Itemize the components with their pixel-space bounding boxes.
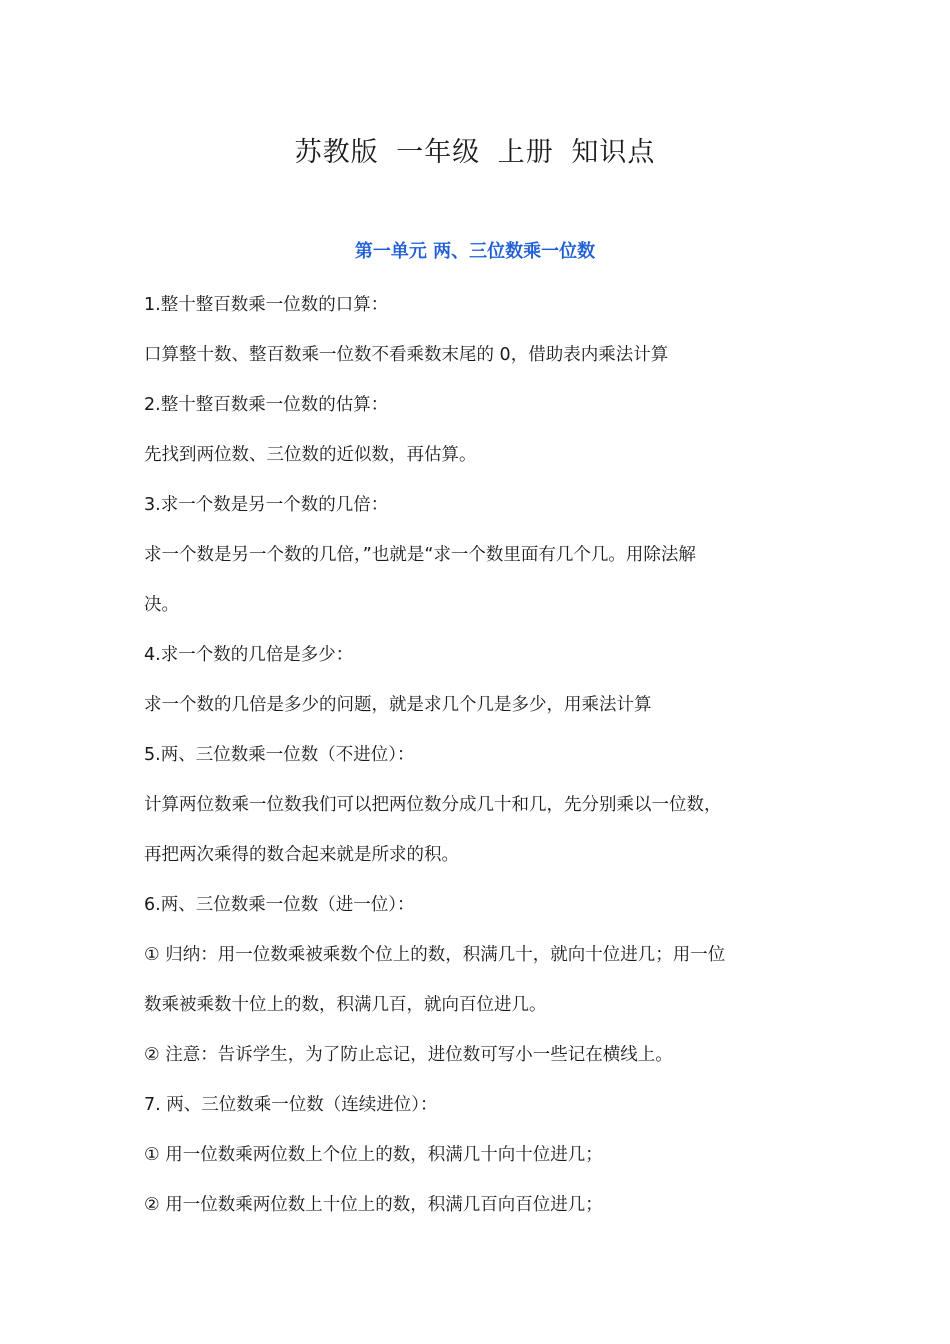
section-heading: 6.两、三位数乘一位数（进一位）： <box>144 895 415 915</box>
paragraph-line: 再把两次乘得的数合起来就是所求的积。 <box>144 845 459 865</box>
paragraph-line: ② 注意：告诉学生，为了防止忘记，进位数可写小一些记在横线上。 <box>144 1045 673 1065</box>
paragraph-line: ① 用一位数乘两位数上个位上的数，积满几十向十位进几； <box>144 1145 603 1165</box>
paragraph-line: 口算整十数、整百数乘一位数不看乘数末尾的 0，借助表内乘法计算 <box>144 345 669 365</box>
paragraph-line: ① 归纳：用一位数乘被乘数个位上的数，积满几十，就向十位进几；用一位 <box>144 945 726 965</box>
document-body <box>144 280 814 1230</box>
paragraph-line: 求一个数的几倍是多少的问题，就是求几个几是多少，用乘法计算 <box>144 695 652 715</box>
paragraph-line: 求一个数是另一个数的几倍，”也就是“求一个数里面有几个几。用除法解 <box>144 545 696 565</box>
unit-heading: 第一单元 两、三位数乘一位数 <box>354 241 596 262</box>
paragraph-line: 数乘被乘数十位上的数，积满几百，就向百位进几。 <box>144 995 547 1015</box>
section-heading: 2.整十整百数乘一位数的估算： <box>144 395 389 415</box>
section-heading: 3.求一个数是另一个数的几倍： <box>144 495 389 515</box>
paragraph-line: 决。 <box>144 595 179 615</box>
document-title: 苏教版 一年级 上册 知识点 <box>294 137 656 168</box>
paragraph-line: 计算两位数乘一位数我们可以把两位数分成几十和几，先分别乘以一位数， <box>144 795 722 815</box>
paragraph-line: 先找到两位数、三位数的近似数，再估算。 <box>144 445 477 465</box>
section-heading: 4.求一个数的几倍是多少： <box>144 645 354 665</box>
section-heading: 5.两、三位数乘一位数（不进位）： <box>144 745 415 765</box>
section-heading: 7. 两、三位数乘一位数（连续进位）： <box>144 1095 438 1115</box>
paragraph-line: ② 用一位数乘两位数上十位上的数，积满几百向百位进几； <box>144 1195 603 1215</box>
section-heading: 1.整十整百数乘一位数的口算： <box>144 295 389 315</box>
